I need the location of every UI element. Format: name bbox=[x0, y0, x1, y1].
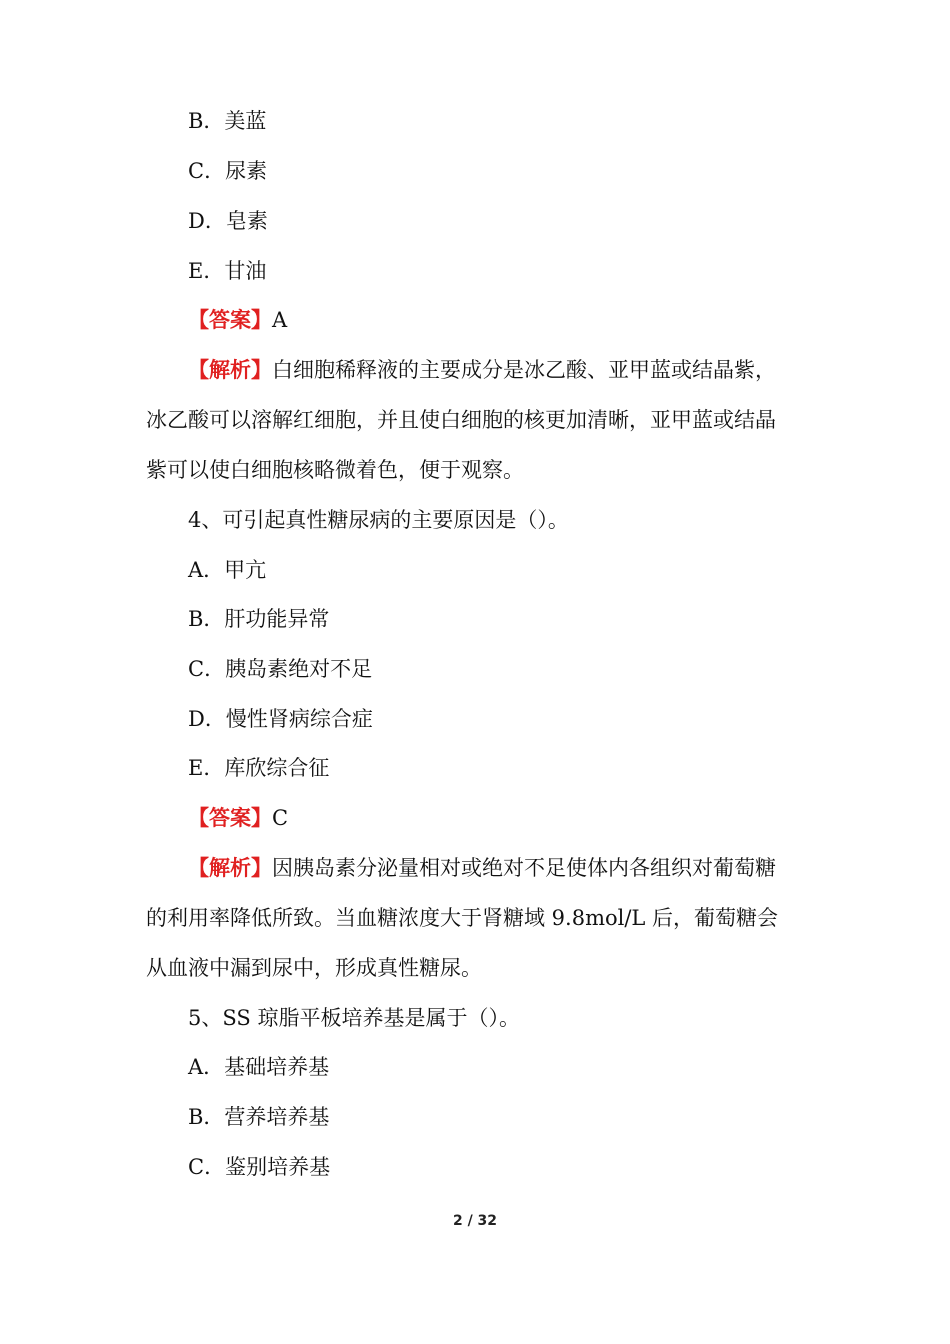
analysis-q3-line-1 bbox=[0, 355, 950, 385]
option-q4-a: A．甲亢 bbox=[188, 558, 267, 582]
analysis-q3-line-2: 冰乙酸可以溶解红细胞，并且使白细胞的核更加清晰，亚甲蓝或结晶 bbox=[146, 408, 776, 432]
analysis-tag: 【解析】 bbox=[188, 358, 272, 382]
option-q4-d: D．慢性肾病综合症 bbox=[188, 707, 373, 731]
answer-value: A bbox=[272, 308, 288, 332]
answer-q3 bbox=[0, 305, 950, 335]
analysis-text: 因胰岛素分泌量相对或绝对不足使体内各组织对葡萄糖 bbox=[272, 856, 776, 880]
answer-q4 bbox=[0, 803, 950, 833]
question-4: 4、可引起真性糖尿病的主要原因是（）。 bbox=[188, 508, 569, 532]
option-q4-c: C．胰岛素绝对不足 bbox=[188, 657, 373, 681]
analysis-tag: 【解析】 bbox=[188, 856, 272, 880]
option-q3-b: B．美蓝 bbox=[188, 109, 267, 133]
analysis-q4-line-3: 从血液中漏到尿中，形成真性糖尿。 bbox=[146, 956, 482, 980]
option-q3-c: C．尿素 bbox=[188, 159, 268, 183]
answer-tag: 【答案】 bbox=[188, 308, 272, 332]
analysis-q4-line-2: 的利用率降低所致。当血糖浓度大于肾糖域 9.8mol/L 后，葡萄糖会 bbox=[146, 906, 779, 930]
answer-value: C bbox=[272, 806, 289, 830]
page-number: 2 / 32 bbox=[452, 1213, 498, 1229]
analysis-q3-line-3: 紫可以使白细胞核略微着色，便于观察。 bbox=[146, 458, 524, 482]
answer-tag: 【答案】 bbox=[188, 806, 272, 830]
option-q5-a: A．基础培养基 bbox=[188, 1055, 330, 1079]
option-q5-b: B．营养培养基 bbox=[188, 1105, 330, 1129]
question-5: 5、SS 琼脂平板培养基是属于（）。 bbox=[188, 1006, 520, 1030]
option-q3-e: E．甘油 bbox=[188, 259, 267, 283]
analysis-q4-line-1 bbox=[0, 853, 950, 883]
analysis-text: 白细胞稀释液的主要成分是冰乙酸、亚甲蓝或结晶紫， bbox=[272, 358, 776, 382]
option-q3-d: D．皂素 bbox=[188, 209, 268, 233]
option-q4-e: E．库欣综合征 bbox=[188, 756, 330, 780]
option-q5-c: C．鉴别培养基 bbox=[188, 1155, 331, 1179]
option-q4-b: B．肝功能异常 bbox=[188, 607, 330, 631]
